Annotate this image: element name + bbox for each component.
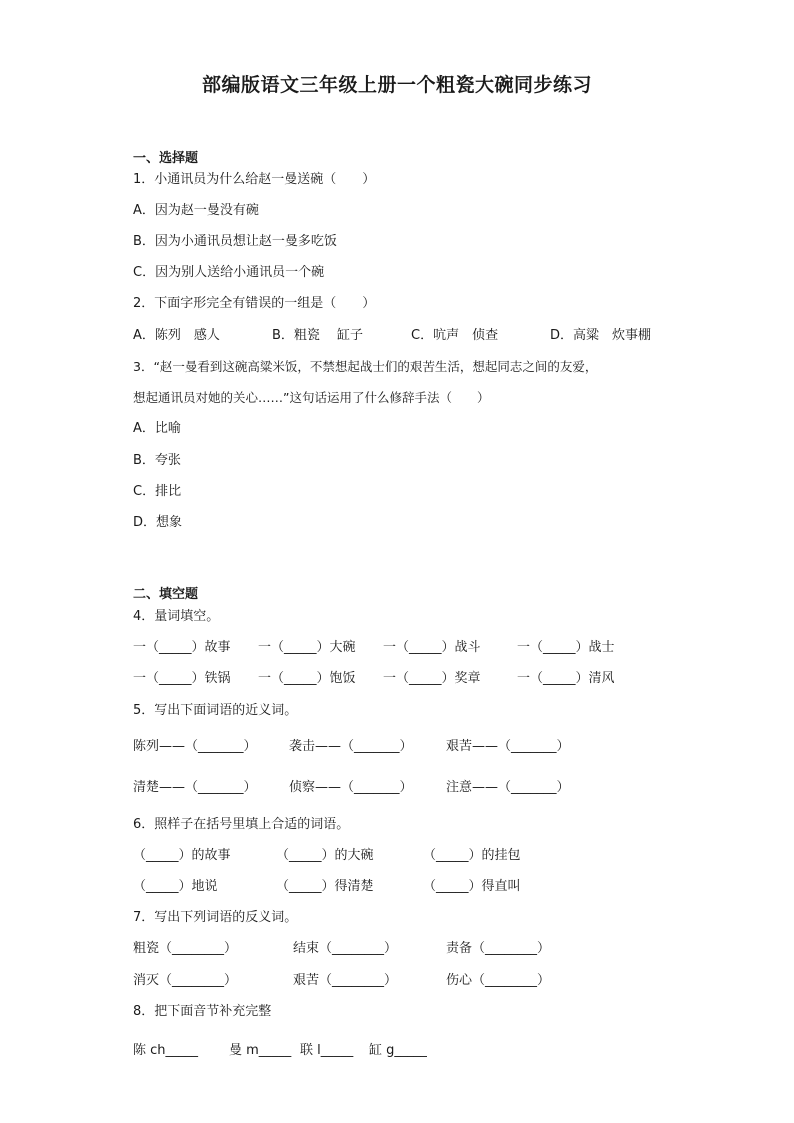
question-6-stem: 6．照样子在括号里填上合适的词语。 [133, 817, 350, 832]
section-heading-choice: 一、选择题 [133, 151, 199, 166]
question-5-item: 艰苦——（_______） [446, 739, 570, 754]
question-4-item: 一（_____）奖章 [383, 671, 481, 686]
question-3-option-b: B．夸张 [133, 453, 181, 468]
question-2-stem: 2．下面字形完全有错误的一组是（ ） [133, 296, 376, 311]
question-5-item: 袭击——（_______） [289, 739, 413, 754]
question-8-item: 曼 m_____ [229, 1043, 292, 1058]
question-3-stem-line1: 3．“赵一曼看到这碗高粱米饭，不禁想起战士们的艰苦生活，想起同志之间的友爱， [133, 359, 598, 374]
question-1-option-b: B．因为小通讯员想让赵一曼多吃饭 [133, 234, 337, 249]
question-5-item: 注意——（_______） [446, 780, 570, 795]
question-8-item: 联 l_____ [300, 1043, 354, 1058]
question-3-option-d: D．想象 [133, 515, 183, 530]
question-2-option-c: C．吭声 侦查 [411, 328, 499, 343]
question-2-option-d: D．高粱 炊事棚 [550, 328, 652, 343]
question-5-stem: 5．写出下面词语的近义词。 [133, 703, 298, 718]
question-3-stem-line2: 想起通讯员对她的关心……”这句话运用了什么修辞手法（ ） [133, 390, 490, 405]
question-6-item: （_____）地说 [133, 879, 218, 894]
question-8-item: 陈 ch_____ [133, 1043, 199, 1058]
question-4-item: 一（_____）饱饭 [258, 671, 356, 686]
section-heading-fill: 二、填空题 [133, 587, 199, 602]
question-3-option-c: C．排比 [133, 484, 182, 499]
question-4-item: 一（_____）故事 [133, 640, 231, 655]
question-7-item: 责备（________） [446, 941, 551, 956]
page-title: 部编版语文三年级上册一个粗瓷大碗同步练习 [201, 74, 592, 96]
question-8-stem: 8．把下面音节补充完整 [133, 1004, 272, 1019]
question-7-item: 结束（________） [293, 941, 398, 956]
question-7-item: 消灭（________） [133, 973, 238, 988]
question-6-item: （_____）得直叫 [423, 879, 521, 894]
question-1-option-a: A．因为赵一曼没有碗 [133, 203, 259, 218]
question-5-item: 清楚——（_______） [133, 780, 257, 795]
question-6-item: （_____）的挂包 [423, 848, 521, 863]
question-7-item: 粗瓷（________） [133, 941, 238, 956]
question-4-item: 一（_____）战士 [517, 640, 615, 655]
question-6-item: （_____）得清楚 [276, 879, 374, 894]
question-4-item: 一（_____）铁锅 [133, 671, 231, 686]
question-4-item: 一（_____）战斗 [383, 640, 481, 655]
question-7-item: 伤心（________） [446, 973, 551, 988]
question-4-stem: 4．量词填空。 [133, 609, 220, 624]
question-5-item: 陈列——（_______） [133, 739, 257, 754]
question-4-item: 一（_____）大碗 [258, 640, 356, 655]
question-1-option-c: C．因为别人送给小通讯员一个碗 [133, 265, 325, 280]
question-6-item: （_____）的大碗 [276, 848, 374, 863]
question-7-item: 艰苦（________） [293, 973, 398, 988]
question-3-option-a: A．比喻 [133, 421, 181, 436]
question-2-option-a: A．陈列 感人 [133, 328, 220, 343]
question-4-item: 一（_____）清风 [517, 671, 615, 686]
question-7-stem: 7．写出下列词语的反义词。 [133, 910, 298, 925]
question-1-stem: 1．小通讯员为什么给赵一曼送碗（ ） [133, 172, 376, 187]
question-8-item: 缸 g_____ [369, 1043, 427, 1058]
question-5-item: 侦察——（_______） [289, 780, 413, 795]
question-2-option-b: B．粗瓷 缸子 [272, 328, 364, 343]
question-6-item: （_____）的故事 [133, 848, 231, 863]
